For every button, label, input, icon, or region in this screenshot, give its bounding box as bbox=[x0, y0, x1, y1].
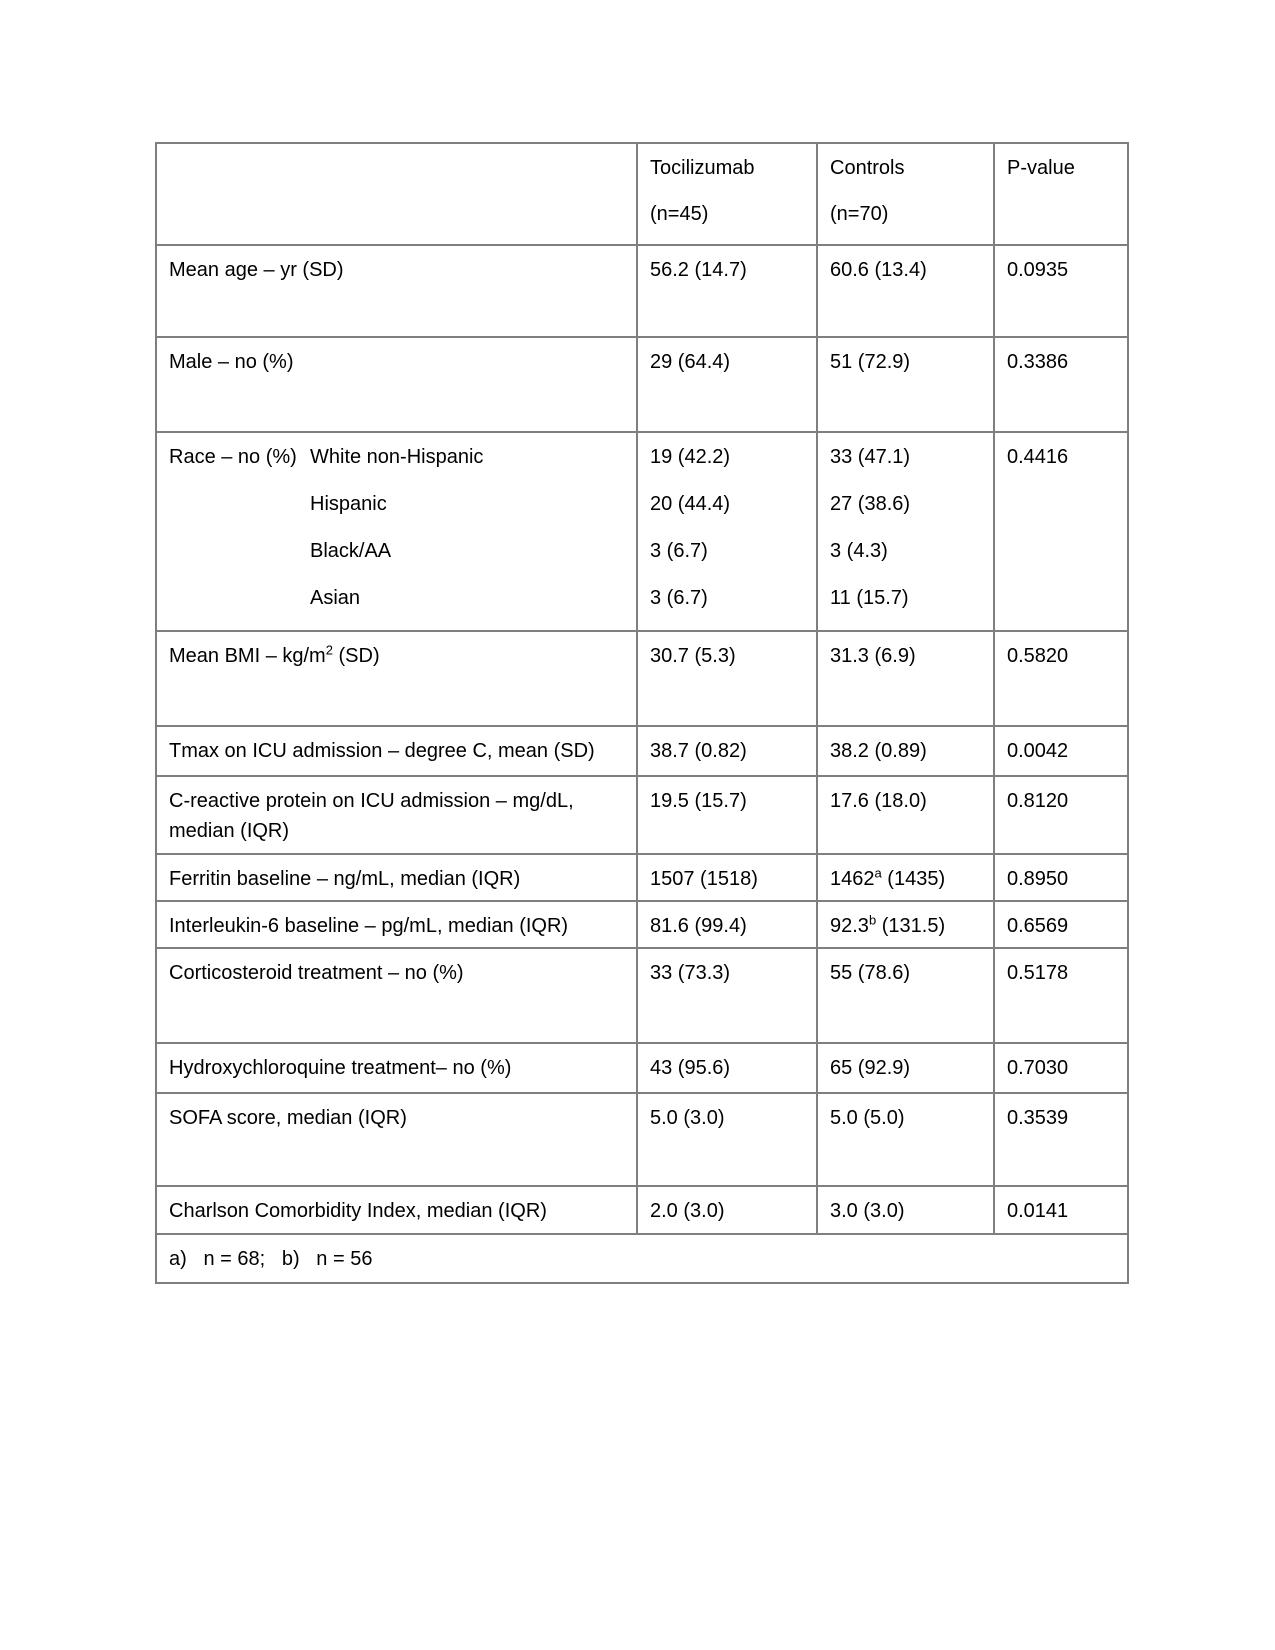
controls-value-cell: 1462$^a$ (1435) bbox=[817, 854, 994, 901]
controls-value-cell: 65 (92.9) bbox=[817, 1043, 994, 1093]
cell-value: 19 (42.2) bbox=[650, 446, 731, 468]
controls-value-cell: 38.2 (0.89) bbox=[817, 726, 994, 776]
controls-value-cell: 31.3 (6.9) bbox=[817, 631, 994, 726]
tocilizumab-value-cell: 33 (73.3) bbox=[637, 948, 817, 1043]
table-row bbox=[156, 948, 1128, 1043]
race-category-label: White non-Hispanic bbox=[310, 446, 484, 468]
table-row bbox=[156, 854, 1128, 901]
row-label-cell: Interleukin-6 baseline – pg/mL, median (IQR) bbox=[156, 901, 637, 948]
column-header-n: (n=45) bbox=[650, 203, 709, 225]
column-header-n: (n=70) bbox=[830, 203, 889, 225]
row-label-cell: Ferritin baseline – ng/mL, median (IQR) bbox=[156, 854, 637, 901]
race-category-label: Hispanic bbox=[310, 493, 387, 515]
cell-value: 3 (4.3) bbox=[830, 540, 888, 562]
footnote-text: a) n = 68; b) n = 56 bbox=[169, 1248, 373, 1270]
tocilizumab-value-cell bbox=[637, 432, 817, 631]
table-row bbox=[156, 776, 1128, 854]
column-header-empty bbox=[156, 143, 637, 245]
table-row bbox=[156, 432, 1128, 631]
controls-value-cell: 92.3$^b$ (131.5) bbox=[817, 901, 994, 948]
tocilizumab-value-cell: 5.0 (3.0) bbox=[637, 1093, 817, 1186]
p-value-cell: 0.6569 bbox=[994, 901, 1128, 948]
race-category-label: Black/AA bbox=[310, 540, 392, 562]
row-label-cell: SOFA score, median (IQR) bbox=[156, 1093, 637, 1186]
controls-value-cell: 51 (72.9) bbox=[817, 337, 994, 432]
race-category-line bbox=[169, 489, 628, 519]
table-row bbox=[156, 1043, 1128, 1093]
table-row bbox=[156, 1186, 1128, 1234]
table-row bbox=[156, 901, 1128, 948]
tocilizumab-value-cell: 81.6 (99.4) bbox=[637, 901, 817, 948]
cell-value: 3 (6.7) bbox=[650, 587, 708, 609]
p-value-cell: 0.3539 bbox=[994, 1093, 1128, 1186]
tocilizumab-value-cell: 2.0 (3.0) bbox=[637, 1186, 817, 1234]
p-value-cell: 0.0141 bbox=[994, 1186, 1128, 1234]
cell-value: 20 (44.4) bbox=[650, 493, 731, 515]
table-row bbox=[156, 726, 1128, 776]
column-header-label: Tocilizumab bbox=[650, 157, 755, 179]
tocilizumab-value-cell: 1507 (1518) bbox=[637, 854, 817, 901]
tocilizumab-value-cell: 38.7 (0.82) bbox=[637, 726, 817, 776]
p-value-cell: 0.0042 bbox=[994, 726, 1128, 776]
p-value-cell: 0.3386 bbox=[994, 337, 1128, 432]
row-label: Race – no (%) bbox=[169, 446, 297, 468]
row-label-cell bbox=[156, 432, 637, 631]
baseline-characteristics-table bbox=[155, 142, 1129, 1284]
row-label-cell: Tmax on ICU admission – degree C, mean (SD) bbox=[156, 726, 637, 776]
controls-value-cell: 60.6 (13.4) bbox=[817, 245, 994, 337]
column-header-tocilizumab bbox=[637, 143, 817, 245]
tocilizumab-value-cell: 30.7 (5.3) bbox=[637, 631, 817, 726]
cell-value: 33 (47.1) bbox=[830, 446, 911, 468]
controls-value-cell bbox=[817, 432, 994, 631]
p-value-cell: 0.8950 bbox=[994, 854, 1128, 901]
row-label-cell: Corticosteroid treatment – no (%) bbox=[156, 948, 637, 1043]
table-row bbox=[156, 245, 1128, 337]
header-row bbox=[156, 143, 1128, 245]
p-value-cell: 0.7030 bbox=[994, 1043, 1128, 1093]
footnote-cell bbox=[156, 1234, 1128, 1283]
row-label-cell: Mean BMI – $kg/m^2$ (SD) bbox=[156, 631, 637, 726]
cell-value: 27 (38.6) bbox=[830, 493, 911, 515]
row-label-cell: C-reactive protein on ICU admission – mg/dL, median (IQR) bbox=[156, 776, 637, 854]
controls-value-cell: 55 (78.6) bbox=[817, 948, 994, 1043]
table-row bbox=[156, 337, 1128, 432]
column-header-label: Controls bbox=[830, 157, 905, 179]
p-value-cell: 0.5820 bbox=[994, 631, 1128, 726]
row-label-cell: Male – no (%) bbox=[156, 337, 637, 432]
p-value-cell: 0.4416 bbox=[994, 432, 1128, 631]
controls-value-cell: 17.6 (18.0) bbox=[817, 776, 994, 854]
cell-value: 3 (6.7) bbox=[650, 540, 708, 562]
tocilizumab-value-cell: 19.5 (15.7) bbox=[637, 776, 817, 854]
race-category-line bbox=[169, 536, 628, 566]
controls-value-cell: 3.0 (3.0) bbox=[817, 1186, 994, 1234]
controls-value-cell: 5.0 (5.0) bbox=[817, 1093, 994, 1186]
row-label-cell: Mean age – yr (SD) bbox=[156, 245, 637, 337]
table-row bbox=[156, 631, 1128, 726]
p-value-cell: 0.5178 bbox=[994, 948, 1128, 1043]
column-header-p-value: P-value bbox=[994, 143, 1128, 245]
race-category-label: Asian bbox=[310, 587, 361, 609]
p-value-cell: 0.8120 bbox=[994, 776, 1128, 854]
tocilizumab-value-cell: 56.2 (14.7) bbox=[637, 245, 817, 337]
tocilizumab-value-cell: 29 (64.4) bbox=[637, 337, 817, 432]
row-label-cell: Hydroxychloroquine treatment– no (%) bbox=[156, 1043, 637, 1093]
tocilizumab-value-cell: 43 (95.6) bbox=[637, 1043, 817, 1093]
race-category-line bbox=[169, 583, 628, 613]
footnote-row bbox=[156, 1234, 1128, 1283]
p-value-cell: 0.0935 bbox=[994, 245, 1128, 337]
row-label-cell: Charlson Comorbidity Index, median (IQR) bbox=[156, 1186, 637, 1234]
table-row bbox=[156, 1093, 1128, 1186]
cell-value: 11 (15.7) bbox=[830, 587, 909, 609]
column-header-controls bbox=[817, 143, 994, 245]
